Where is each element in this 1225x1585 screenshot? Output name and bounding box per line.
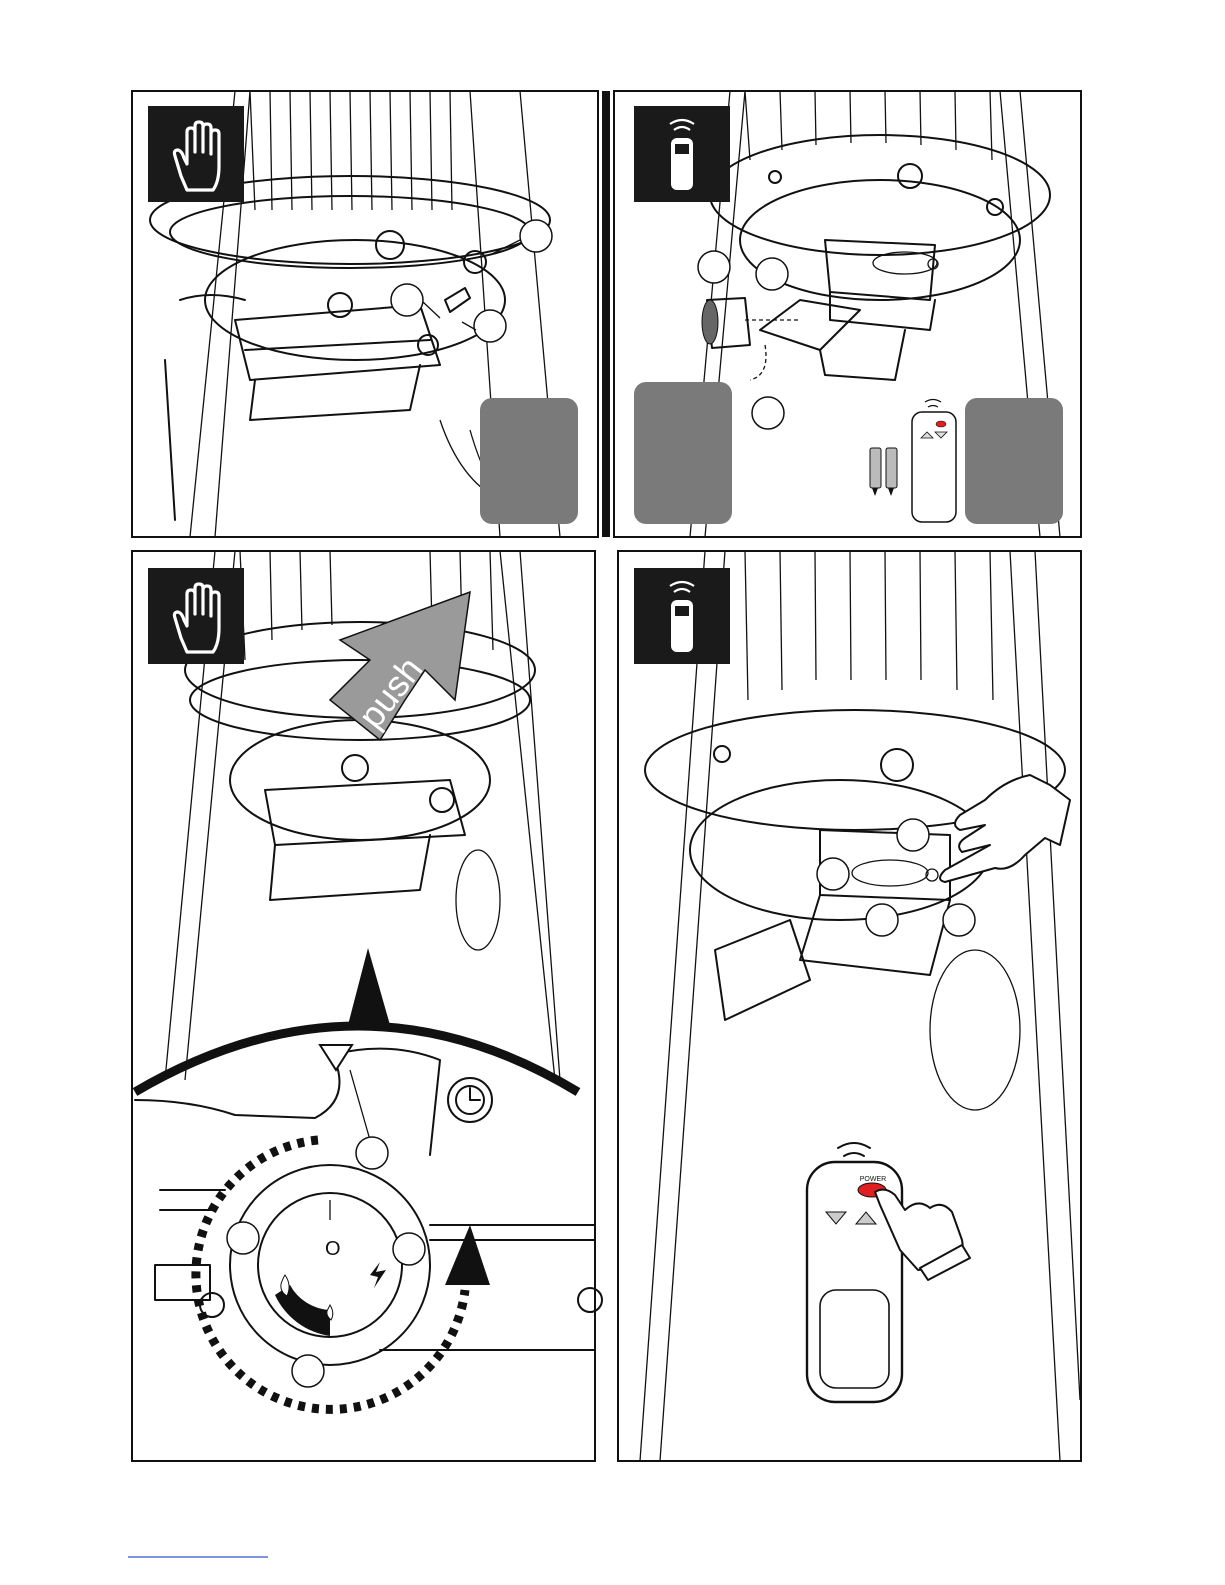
callout-circle xyxy=(752,397,784,429)
note-box xyxy=(480,398,578,524)
callout-circle xyxy=(520,220,552,252)
callout-circle xyxy=(897,819,929,851)
panel-top-right xyxy=(614,91,1081,537)
callout-circle xyxy=(756,258,788,290)
callout-circle xyxy=(393,1233,425,1265)
off-symbol: O xyxy=(325,1238,341,1260)
callout-circle xyxy=(391,284,423,316)
remote-control xyxy=(807,1143,902,1402)
panel-bottom-left xyxy=(132,551,602,1461)
note-box xyxy=(965,398,1063,524)
callout-circle xyxy=(474,310,506,342)
remote-control-small xyxy=(912,400,956,523)
callout-circle xyxy=(866,904,898,936)
hand-icon xyxy=(148,568,244,664)
callout-circle xyxy=(698,251,730,283)
panel-divider xyxy=(602,91,610,537)
hand-icon xyxy=(148,106,244,202)
callout-circle xyxy=(817,858,849,890)
callout-circle xyxy=(292,1355,324,1387)
panel-bottom-right xyxy=(618,551,1081,1461)
panel-top-left xyxy=(132,91,598,537)
callout-circle xyxy=(356,1137,388,1169)
callout-circle xyxy=(943,904,975,936)
callout-circle xyxy=(227,1222,259,1254)
power-label: POWER xyxy=(859,1176,887,1183)
push-label: push xyxy=(349,648,431,736)
note-box xyxy=(634,382,732,524)
